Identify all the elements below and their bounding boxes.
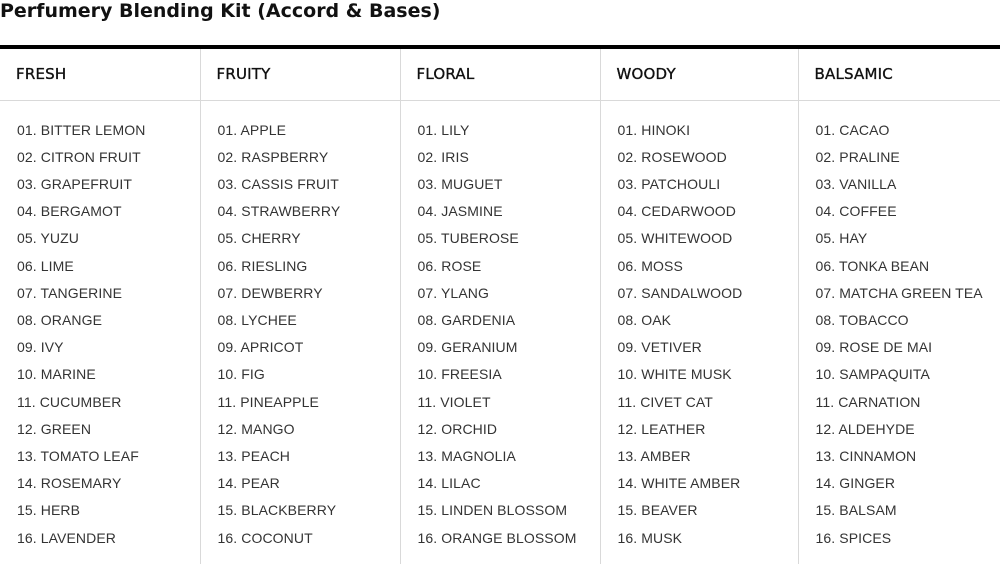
column-header-floral: FLORAL — [400, 49, 600, 100]
list-item: 02. CITRON FRUIT — [17, 148, 141, 165]
list-item: 08. LYCHEE — [217, 311, 297, 328]
list-item: 08. OAK — [617, 311, 672, 328]
list-item: 01. LILY — [417, 121, 470, 138]
list-item: 03. MUGUET — [417, 175, 503, 192]
list-item: 10. SAMPAQUITA — [815, 366, 930, 383]
list-item: 16. MUSK — [617, 529, 683, 546]
list-item: 11. VIOLET — [417, 393, 491, 410]
list-item: 13. MAGNOLIA — [417, 447, 516, 464]
list-item: 09. VETIVER — [617, 339, 702, 356]
list-item: 14. ROSEMARY — [17, 475, 122, 492]
list-item: 03. VANILLA — [815, 175, 897, 192]
list-item: 10. FIG — [217, 366, 265, 383]
fruity-list — [218, 117, 400, 552]
list-item: 02. PRALINE — [815, 148, 900, 165]
list-item: 07. YLANG — [417, 284, 489, 301]
list-item: 12. GREEN — [17, 420, 92, 437]
list-item: 13. TOMATO LEAF — [17, 447, 139, 464]
list-item: 10. WHITE MUSK — [617, 366, 732, 383]
list-item: 14. PEAR — [217, 475, 280, 492]
list-item: 12. LEATHER — [617, 420, 706, 437]
list-item: 12. ORCHID — [417, 420, 498, 437]
list-item: 09. ROSE DE MAI — [815, 339, 933, 356]
list-item: 04. COFFEE — [815, 203, 897, 220]
list-item: 13. CINNAMON — [815, 447, 917, 464]
page-title: Perfumery Blending Kit (Accord & Bases) — [0, 0, 441, 22]
list-item: 06. LIME — [17, 257, 74, 274]
list-item: 11. PINEAPPLE — [217, 393, 319, 410]
list-item: 04. CEDARWOOD — [617, 203, 737, 220]
list-item: 08. GARDENIA — [417, 311, 516, 328]
list-item: 05. CHERRY — [217, 230, 301, 247]
list-item: 01. CACAO — [815, 121, 890, 138]
list-item: 01. HINOKI — [617, 121, 691, 138]
list-item: 10. FREESIA — [417, 366, 502, 383]
column-cell-fruity — [200, 100, 400, 564]
list-item: 05. HAY — [815, 230, 868, 247]
list-item: 15. BALSAM — [815, 502, 897, 519]
list-item: 09. GERANIUM — [417, 339, 518, 356]
header-row — [0, 49, 1000, 100]
list-item: 16. COCONUT — [217, 529, 313, 546]
list-item: 03. CASSIS FRUIT — [217, 175, 339, 192]
list-item: 15. LINDEN BLOSSOM — [417, 502, 568, 519]
list-item: 02. RASPBERRY — [217, 148, 329, 165]
list-item: 01. APPLE — [217, 121, 287, 138]
list-item: 06. MOSS — [617, 257, 683, 274]
list-item: 15. BEAVER — [617, 502, 698, 519]
list-item: 03. GRAPEFRUIT — [17, 175, 132, 192]
list-item: 13. AMBER — [617, 447, 691, 464]
blend-table — [0, 49, 1000, 564]
list-item: 06. ROSE — [417, 257, 482, 274]
list-item: 04. STRAWBERRY — [217, 203, 341, 220]
column-header-balsamic: BALSAMIC — [798, 49, 1000, 100]
list-item: 15. BLACKBERRY — [217, 502, 337, 519]
list-item: 07. MATCHA GREEN TEA — [815, 284, 983, 301]
list-item: 15. HERB — [17, 502, 81, 519]
list-item: 11. CUCUMBER — [17, 393, 122, 410]
list-item: 16. LAVENDER — [17, 529, 116, 546]
list-item: 09. APRICOT — [217, 339, 304, 356]
list-item: 02. IRIS — [417, 148, 469, 165]
list-item: 05. WHITEWOOD — [617, 230, 733, 247]
list-item: 07. DEWBERRY — [217, 284, 323, 301]
list-item: 14. GINGER — [815, 475, 896, 492]
list-item: 02. ROSEWOOD — [617, 148, 727, 165]
list-item: 07. TANGERINE — [17, 284, 123, 301]
list-item: 16. ORANGE BLOSSOM — [417, 529, 577, 546]
column-header-fruity: FRUITY — [200, 49, 400, 100]
list-item: 04. JASMINE — [417, 203, 503, 220]
column-cell-fresh — [0, 100, 200, 564]
list-item: 07. SANDALWOOD — [617, 284, 743, 301]
column-cell-floral — [400, 100, 600, 564]
list-item: 11. CIVET CAT — [617, 393, 713, 410]
list-item: 12. MANGO — [217, 420, 295, 437]
list-item: 05. YUZU — [17, 230, 80, 247]
list-item: 14. LILAC — [417, 475, 481, 492]
fresh-list — [17, 117, 200, 552]
column-cell-balsamic — [798, 100, 1000, 564]
list-item: 11. CARNATION — [815, 393, 921, 410]
woody-list — [618, 117, 798, 552]
list-item: 16. SPICES — [815, 529, 892, 546]
floral-list — [418, 117, 600, 552]
list-item: 10. MARINE — [17, 366, 96, 383]
list-item: 04. BERGAMOT — [17, 203, 122, 220]
list-item: 06. RIESLING — [217, 257, 308, 274]
list-item: 05. TUBEROSE — [417, 230, 519, 247]
list-item: 03. PATCHOULI — [617, 175, 721, 192]
list-item: 14. WHITE AMBER — [617, 475, 741, 492]
blend-table-container — [0, 45, 1000, 564]
list-item: 08. TOBACCO — [815, 311, 909, 328]
list-item: 13. PEACH — [217, 447, 290, 464]
column-header-woody: WOODY — [600, 49, 798, 100]
balsamic-list — [816, 117, 1000, 552]
list-item: 09. IVY — [17, 339, 64, 356]
list-item: 01. BITTER LEMON — [17, 121, 146, 138]
list-item: 06. TONKA BEAN — [815, 257, 930, 274]
column-cell-woody — [600, 100, 798, 564]
column-header-fresh: FRESH — [0, 49, 200, 100]
body-row — [0, 100, 1000, 564]
list-item: 08. ORANGE — [17, 311, 103, 328]
list-item: 12. ALDEHYDE — [815, 420, 915, 437]
